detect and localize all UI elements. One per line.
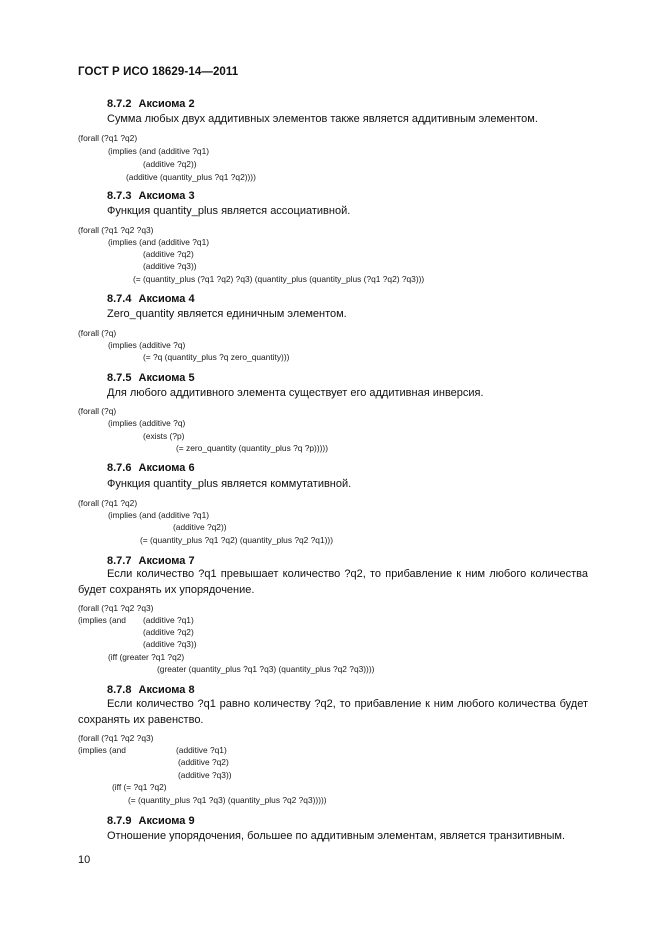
code-line: (additive ?q1) (143, 615, 194, 625)
section-title: 8.7.8 Аксиома 8 (107, 684, 195, 696)
code-line: (additive ?q2)) (143, 159, 197, 169)
code-line: (implies (and (additive ?q1) (108, 237, 210, 247)
code-line: (= (quantity_plus ?q1 ?q3) (quantity_plus ?q2 ?q3))))) (128, 795, 327, 805)
code-line: (implies (and (78, 615, 126, 625)
code-line: (implies (additive ?q) (108, 418, 186, 428)
code-line: (forall (?q) (78, 328, 117, 338)
section-text: Если количество ?q1 превышает количество ?q2, то прибавление к ним любого количества будет сохранять их упорядочение. (78, 568, 588, 596)
code-line: (= (quantity_plus ?q1 ?q2) (quantity_plus ?q2 ?q1))) (140, 535, 333, 545)
code-line: (greater (quantity_plus ?q1 ?q3) (quantity_plus ?q2 ?q3)))) (157, 664, 375, 674)
code-line: (implies (and (additive ?q1) (108, 146, 210, 156)
section-text: Функция quantity_plus является ассоциативной. (107, 205, 351, 217)
code-line: (iff (= ?q1 ?q2) (112, 782, 167, 792)
section-text: Сумма любых двух аддитивных элементов также является аддитивным элементом. (107, 113, 538, 125)
code-line: (forall (?q1 ?q2 ?q3) (78, 225, 154, 235)
code-line: (additive (quantity_plus ?q1 ?q2)))) (126, 172, 256, 182)
code-line: (additive ?q2) (143, 249, 194, 259)
section-title: 8.7.2 Аксиома 2 (107, 98, 195, 110)
section-title: 8.7.5 Аксиома 5 (107, 372, 195, 384)
code-line: (forall (?q1 ?q2) (78, 133, 138, 143)
code-line: (forall (?q1 ?q2 ?q3) (78, 603, 154, 613)
code-line: (additive ?q2) (143, 627, 194, 637)
page-number: 10 (78, 854, 91, 866)
section-text: Zero_quantity является единичным элементом. (107, 308, 347, 320)
code-line: (= zero_quantity (quantity_plus ?q ?p))))) (176, 443, 328, 453)
code-line: (forall (?q) (78, 406, 117, 416)
section-text: Отношение упорядочения, большее по аддитивным элементам, является транзитивным. (107, 830, 566, 842)
code-line: (additive ?q2)) (173, 522, 227, 532)
code-line: (exists (?p) (143, 431, 185, 441)
code-line: (additive ?q3)) (143, 639, 197, 649)
code-line: (additive ?q3)) (143, 261, 197, 271)
section-text: Если количество ?q1 равно количеству ?q2, то прибавление к ним любого количества будет сохранять их равенство. (78, 698, 588, 726)
code-line: (forall (?q1 ?q2 ?q3) (78, 733, 154, 743)
code-line: (implies (and (78, 745, 126, 755)
code-line: (forall (?q1 ?q2) (78, 498, 138, 508)
section-text: Для любого аддитивного элемента существует его аддитивная инверсия. (107, 387, 484, 399)
code-line: (= ?q (quantity_plus ?q zero_quantity))) (143, 352, 290, 362)
document-header: ГОСТ Р ИСО 18629-14—2011 (78, 66, 239, 78)
code-line: (additive ?q2) (178, 757, 229, 767)
section-title: 8.7.3 Аксиома 3 (107, 190, 195, 202)
section-title: 8.7.6 Аксиома 6 (107, 462, 195, 474)
code-line: (implies (and (additive ?q1) (108, 510, 210, 520)
code-line: (additive ?q3)) (178, 770, 232, 780)
code-line: (iff (greater ?q1 ?q2) (108, 652, 185, 662)
section-title: 8.7.9 Аксиома 9 (107, 815, 195, 827)
code-line: (= (quantity_plus (?q1 ?q2) ?q3) (quantity_plus (quantity_plus (?q1 ?q2) ?q3))) (133, 274, 425, 284)
code-line: (additive ?q1) (176, 745, 227, 755)
code-line: (implies (additive ?q) (108, 340, 186, 350)
section-title: 8.7.4 Аксиома 4 (107, 293, 195, 305)
section-text: Функция quantity_plus является коммутативной. (107, 478, 352, 490)
section-title: 8.7.7 Аксиома 7 (107, 555, 195, 567)
